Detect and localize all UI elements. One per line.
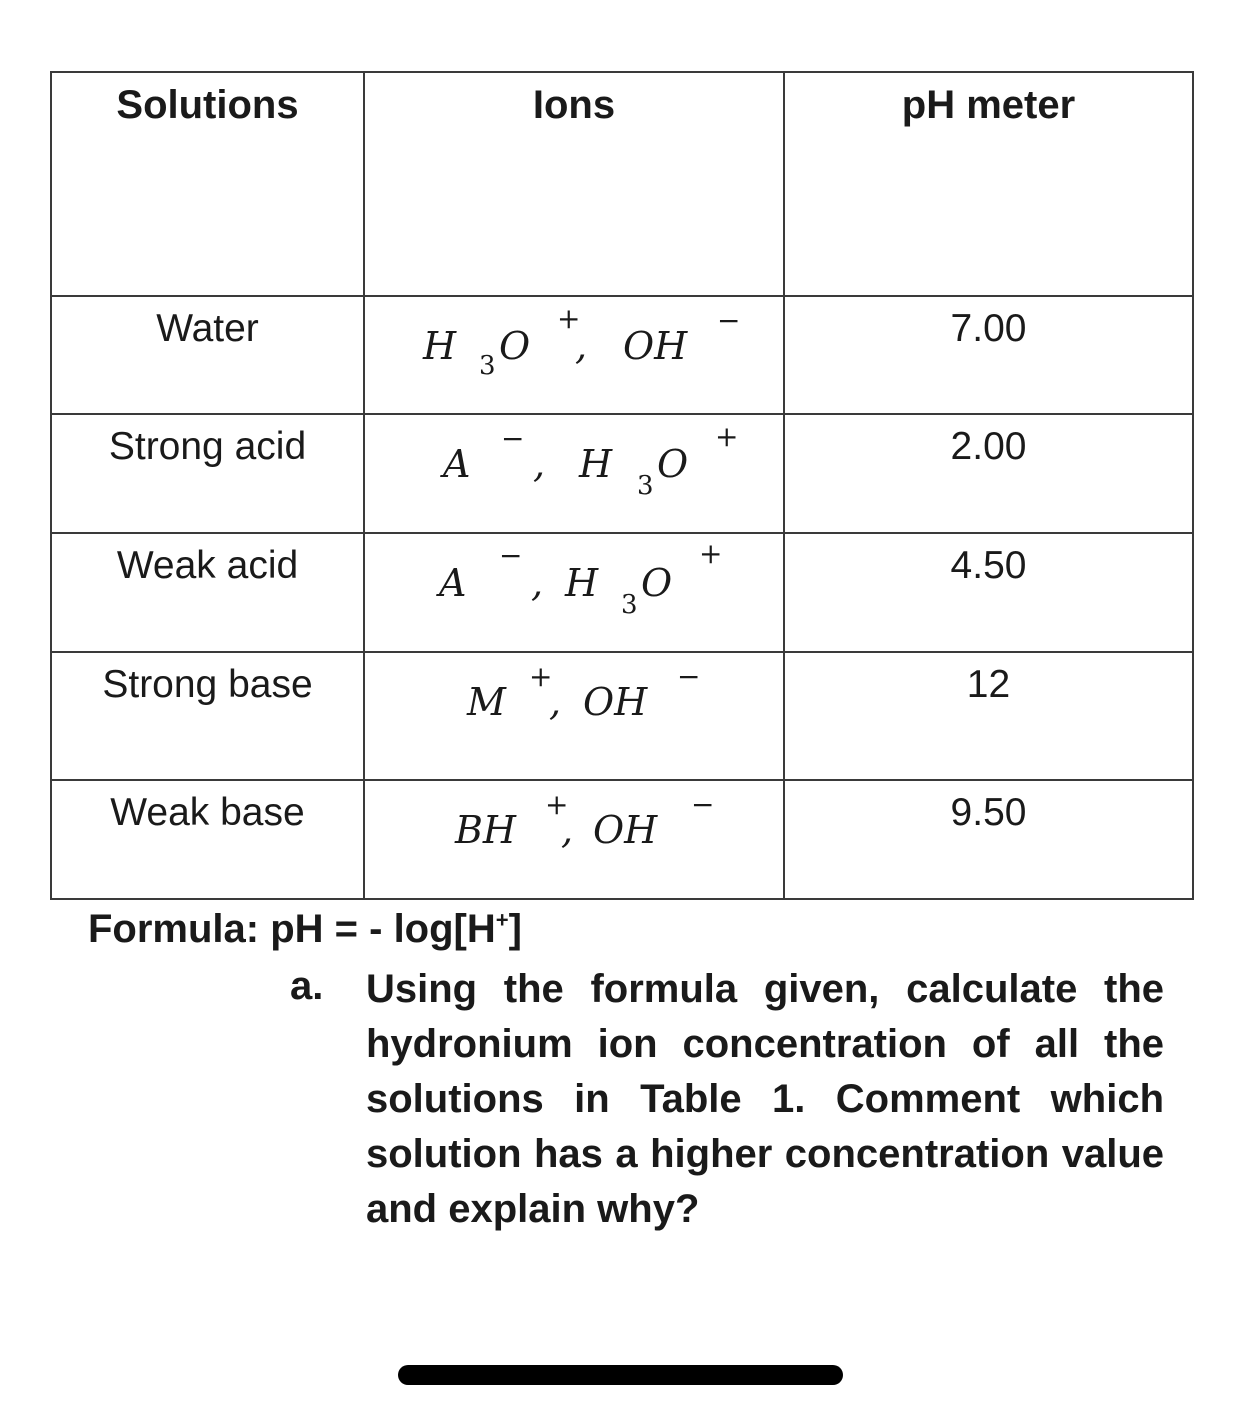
ion-separator: , — [575, 324, 588, 368]
ion-symbol: H — [565, 561, 599, 605]
ion-symbol: OH — [623, 324, 688, 368]
table-row — [51, 533, 1193, 652]
solution-cell: Strong acid — [51, 414, 364, 533]
ion-symbol: A — [443, 442, 471, 486]
ion-symbol: OH — [583, 680, 648, 724]
header-solutions: Solutions — [51, 72, 364, 296]
ion-charge: + — [529, 660, 553, 693]
table-row — [51, 780, 1193, 899]
ion-charge: − — [691, 788, 715, 821]
ph-value-cell: 9.50 — [784, 780, 1193, 899]
ions-cell — [364, 652, 784, 780]
ion-charge: − — [717, 304, 741, 337]
ion-charge: − — [499, 539, 523, 572]
ph-value-cell: 12 — [784, 652, 1193, 780]
table-row — [51, 296, 1193, 414]
ions-cell — [364, 414, 784, 533]
ions-cell — [364, 296, 784, 414]
table-row — [51, 652, 1193, 780]
ion-subscript: 3 — [621, 590, 638, 620]
ion-separator: , — [549, 680, 562, 724]
ion-separator: , — [561, 808, 574, 852]
ion-charge: + — [557, 302, 581, 335]
ion-charge: + — [545, 788, 569, 821]
ion-symbol: M — [467, 680, 506, 724]
ion-symbol: O — [641, 561, 673, 605]
ion-subscript: 3 — [479, 351, 496, 381]
ion-subscript: 3 — [637, 471, 654, 501]
header-ph-meter: pH meter — [784, 72, 1193, 296]
ion-charge: + — [699, 537, 723, 570]
question-letter: a. — [290, 964, 324, 1008]
ph-data-table — [50, 71, 1194, 900]
ion-symbol: OH — [593, 808, 658, 852]
ph-value-cell: 2.00 — [784, 414, 1193, 533]
question-text: Using the formula given, calculate the hydronium ion concentration of all the solutions in Table 1. Comment which solution has a higher concentration value and explain why? — [366, 967, 1164, 1231]
ion-charge: − — [677, 660, 701, 693]
ion-symbol: O — [499, 324, 531, 368]
solution-cell: Water — [51, 296, 364, 414]
ion-symbol: H — [579, 442, 613, 486]
table-header-row — [51, 72, 1193, 296]
ions-cell — [364, 780, 784, 899]
ion-charge: − — [501, 422, 525, 455]
ion-charge: + — [715, 420, 739, 453]
solution-cell: Weak base — [51, 780, 364, 899]
table-row — [51, 414, 1193, 533]
ph-formula: Formula: pH = - log[H+] — [88, 907, 522, 951]
ion-symbol: BH — [455, 808, 517, 852]
ion-separator: , — [531, 561, 544, 605]
solution-cell: Weak acid — [51, 533, 364, 652]
ion-symbol: A — [439, 561, 467, 605]
ph-value-cell: 7.00 — [784, 296, 1193, 414]
ion-separator: , — [533, 442, 546, 486]
header-ions: Ions — [364, 72, 784, 296]
ion-symbol: H — [423, 324, 457, 368]
ph-value-cell: 4.50 — [784, 533, 1193, 652]
ion-symbol: O — [657, 442, 689, 486]
solution-cell: Strong base — [51, 652, 364, 780]
ions-cell — [364, 533, 784, 652]
home-indicator-bar[interactable] — [398, 1365, 843, 1385]
